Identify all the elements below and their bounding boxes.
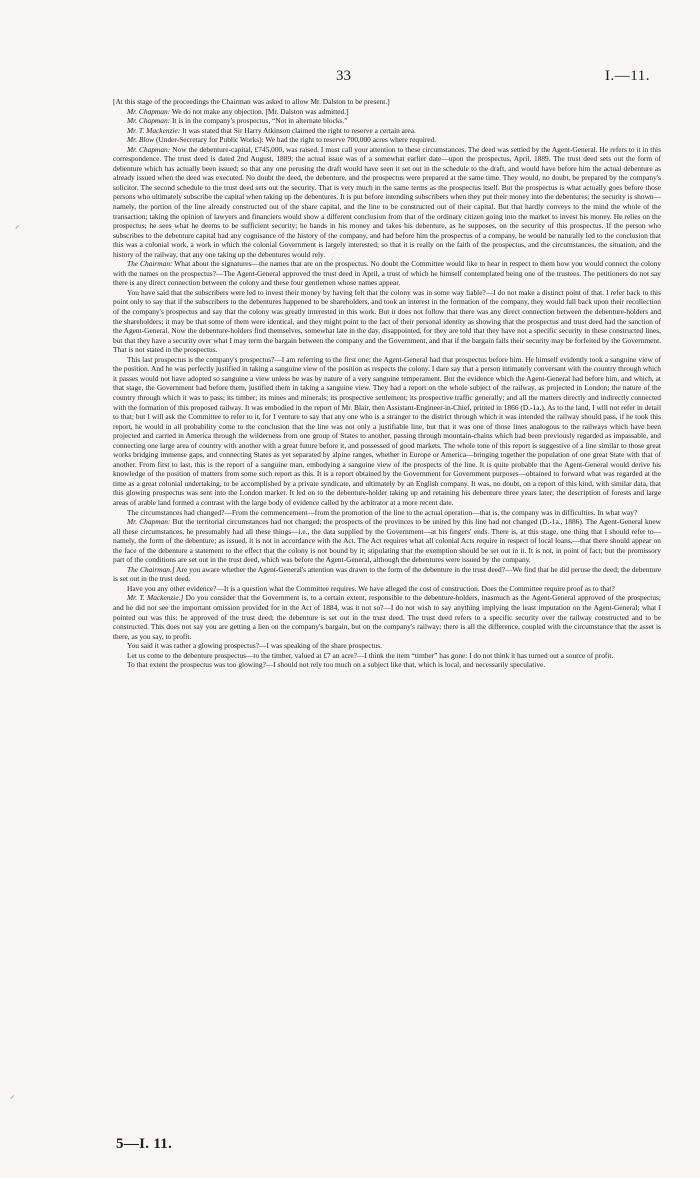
paragraph-text: The circumstances had changed?—From the commencement—from the promotion of the line to the actual operation—that is, the company was in difficulties. In what way? [127,507,638,517]
speaker-name: Mr. Chapman: [127,144,171,154]
paragraph [113,145,661,260]
speaker-name: Mr. Chapman: [127,106,171,116]
paragraph [113,107,661,117]
speaker-name: The Chairman: [127,259,173,269]
paragraph-text: It is in the company's prospectus, “Not in alternate blocks.” [170,116,348,126]
paragraph-text: It was stated that Sir Harry Atkinson claimed the right to reserve a certain area. [180,125,416,135]
paragraph-text: To that extent the prospectus was too glowing?—I should not rely too much on a subject like that, which is local, and necessarily speculative. [127,660,546,670]
paragraph [113,565,661,584]
paragraph-text: [At this stage of the proceedings the Chairman was asked to allow Mr. Dalston to be present.] [113,97,390,106]
paragraph-text: But the territorial circumstances had not changed; the prospects of the provinces to be united by this line had not changed (D.-1a., 1886). The Agent-General knew all these circumstances, he presumably had all these things—i.e., the data supplied by the Government—at his fingers' ends. There is, at this stage, one thing that I should refer to—namely, the form of the debenture; as issued, it is not in accordance with the Act. The Act requires what all colonial Acts require in respect of local loans,—that there should appear on the face of the debenture a statement to the effect that the colony is not bound by it; stipulating that the exemption should be set out in it. It is not, in point of fact; but the promissory part of the conditions are set out in the trust deed, which was before the Agent-General, although the debentures were issued by the company. [113,517,661,565]
paragraph-text: This last prospectus is the company's prospectus?—I am referring to the first one: the Agent-General had that prospectus before him. He himself evidently took a sanguine view of the position. And he was perfectly justified in taking a sanguine view of the position as respects the colony. I dare say that a person intimately conversant with the country through which it passes would not have adopted so sanguine a view unless he was by nature of a very sanguine temperament. But the evidence which the Agent-General had before him, and which, at that stage, the Government had before them, justified them in taking a sanguine view. They had a report on the whole subject of the railway, as projected in London; the nature of the country through which it was to pass; its timber; its mines and minerals; its prospective settlement; its prospective traffic generally; and all the matters directly and indirectly connected with the formation of this proposed railway. It was embodied in the report of Mr. Blair, then Assistant-Engineer-in-Chief, printed in 1866 (D.-1a.). As to the land, I will not refer in detail to that; but I will ask the Committee to refer to it, for I venture to say that any one who is a stranger to the district through which it was intended the railway should pass, if he took this report, he would in all probability come to the conclusion that the line was not only a justifiable line, but that it was one of those lines analogous to the railways which have been projected and carried in America through the wilderness from one group of States to another, passing through mountain-chains which had been previously regarded as impassable, and connecting one large area of country with another with a great future before it, and possessed of good markets. The whole tone of this report is suggestive of a line similar to those great works bridging immense gaps, and connecting States as yet separated by alpine ranges, whether in Europe or America—bringing together the population of one great State with that of another. From first to last, this is the report of a sanguine man, embodying a sanguine view of the prospects of the line. It is quite probable that the Agent-General would derive his knowledge of the position of matters from some such report as this. It is a report obtained by the Government for Government purposes—obtained to forward what was regarded at the time as a great colonial undertaking, to be accomplished by a private syndicate, and ultimately by an English company. It was, no doubt, on a report of this kind, with similar data, that this glowing prospectus was sent into the London market. It led on to the debenture-holder taking up and retaining his debenture three years later; the description of forests and large areas of arable land formed a contrast with the large body of evidence called by the arbitrator at a more recent date. [113,354,661,507]
paragraph [113,593,661,641]
paragraph [113,126,661,136]
margin-tick: ⸝ [15,220,20,230]
speaker-name: Mr. T. Mackenzie.] [127,593,184,603]
page-header [0,68,700,88]
document-code: I.—11. [605,68,650,84]
paragraph [113,508,661,518]
paragraph-text: Have you any other evidence?—It is a question what the Committee requires. We have alleged the cost of construction. Does the Committee require proof as to that? [127,583,615,593]
paragraph-text: Are you aware whether the Agent-General's attention was drawn to the form of the debenture in the trust deed?—We find that he did peruse the deed; the debenture is set out in the trust deed. [113,564,661,584]
speaker-name: Mr. T. Mackenzie: [127,125,181,135]
paragraph [113,135,661,145]
paragraph [113,97,661,107]
body-text [113,97,661,670]
margin-tick: ⸝ [10,1090,15,1100]
paragraph [113,288,661,355]
paragraph [113,651,661,661]
signature-mark: 5—I. 11. [116,1136,173,1152]
speaker-name: Mr. Chapman: [127,517,171,527]
paragraph-text: Now the debenture-capital, £745,000, was raised. I must call your attention to these circumstances. The deed was settled by the Agent-General. He refers to it in this correspondence. The trust deed is dated 2nd August, 1889; the actual issue was of a somewhat earlier date—upon the prospectus, April, 1889. The trust deed sets out the form of debenture which has actually been issued; so that any one perusing the draft would have seen it set out in the schedule to the draft, and would have before him the actual debenture as already issued when the deed was executed. No doubt the deed, the debenture, and the prospectus were prepared at the same time. They would, no doubt, be prepared by the company's solicitor. The second schedule to the trust deed sets out the security. That is very much in the same terms as the prospectus itself. But the prospectus is what actually goes before those persons who ultimately subscribe the capital when taking up the debentures. It is put before intending subscribers when they put their money into the debentures; the security is shown—namely, the portion of the line already constructed out of the share capital, and the line to be constructed out of their capital. But that hardly conveys to the mind the whole of the transaction; taking the opinion of lawyers and financiers would show a different conclusion from that of the ordinary citizen going into the market to invest his money. He relies on the prospectus; he sees what he deems to be sufficient security; he hands in his money and takes his debenture, as he supposes, on the security of this prospectus. If the person who subscribes to the debenture capital had any cognisance of the history of the company, and had before him the prospectus of a company, he would be naturally led to the conclusion that this was a colonial work, a work in which the colonial Government is largely interested; so that it is really on the faith of the prospectus, and the circumstances, the situation, and the history of the railway, that any one taking up the debentures would rely. [113,144,661,259]
speaker-name: Mr. Chapman: [127,116,171,126]
paragraph [113,116,661,126]
speaker-name: The Chairman.] [127,564,175,574]
paragraph-text: Let us come to the debenture prospectus—to the timber, valued at £7 an acre?—I think the item “timber” has gone: I do not think it has turned out a source of profit. [127,650,614,660]
paragraph [113,660,661,670]
paragraph-text: What about the signatures—the names that are on the prospectus. No doubt the Committee would like to hear in respect to them how you would connect the colony with the names on the prospectus?—The Agent-General approved the trust deed in April, a trust of which he himself contemplated being one of the trustees. The petitioners do not say there is any direct connection between the colony and these four gentlemen whose names appear. [113,259,662,288]
paragraph [113,641,661,651]
paragraph-text: (Under-Secretary for Public Works): We had the right to reserve 700,000 acres where required. [154,135,437,145]
paragraph-text: Do you consider that the Government is, to a certain extent, responsible to the debenture-holders, inasmuch as the Agent-General approved of the prospectus; and he did not see the important omission provided for in the Act of 1884, was it not so?—I do not wish to say anything implying the least imputation on the Agent-General; what I pointed out was this: he approved of the trust deed; the debenture is set out in the trust deed. The trust deed refers to a specific security over the railway constructed and to be constructed. This does not say you are getting a lien on the company's bargain, but on the company's railway; there is all the difference, coupled with the circumstance that the asset is there, as you say, to profit. [113,593,661,641]
paragraph-text: You said it was rather a glowing prospectus?—I was speaking of the share prospectus. [127,641,382,651]
paragraph [113,259,661,288]
page-number: 33 [336,68,351,84]
paragraph [113,355,661,508]
paragraph-text: We do not make any objection. [Mr. Dalston was admitted.] [170,106,349,116]
speaker-name: Mr. Blow [127,135,155,145]
paragraph [113,584,661,594]
paragraph [113,517,661,565]
paragraph-text: You have said that the subscribers were led to invest their money by having felt that the colony was in some way liable?—I do not make a distinct point of that. I refer back to this point only to say that if the subscribers to the debentures happened to be shareholders, and took an interest in the formation of the company, they would fall back upon their recollection of the company's prospectus and say that the colony was greatly interested in this work. But it does not follow that there was any direct connection between the debenture-holders and the shareholders; it may be that some of them were identical, and they might point to the fact of their personal identity as showing that the prospectus and trust deed had the sanction of the Agent-General. Now the debenture-holders find themselves, somewhat late in the day, disappointed, for they are told that they have not a specific security in these constructed lines, but that they have a security over what I may term the bargain between the company and the Government, and that if the bargain fails their security may be forfeited by the Government. That is not stated in the prospectus. [113,287,661,355]
